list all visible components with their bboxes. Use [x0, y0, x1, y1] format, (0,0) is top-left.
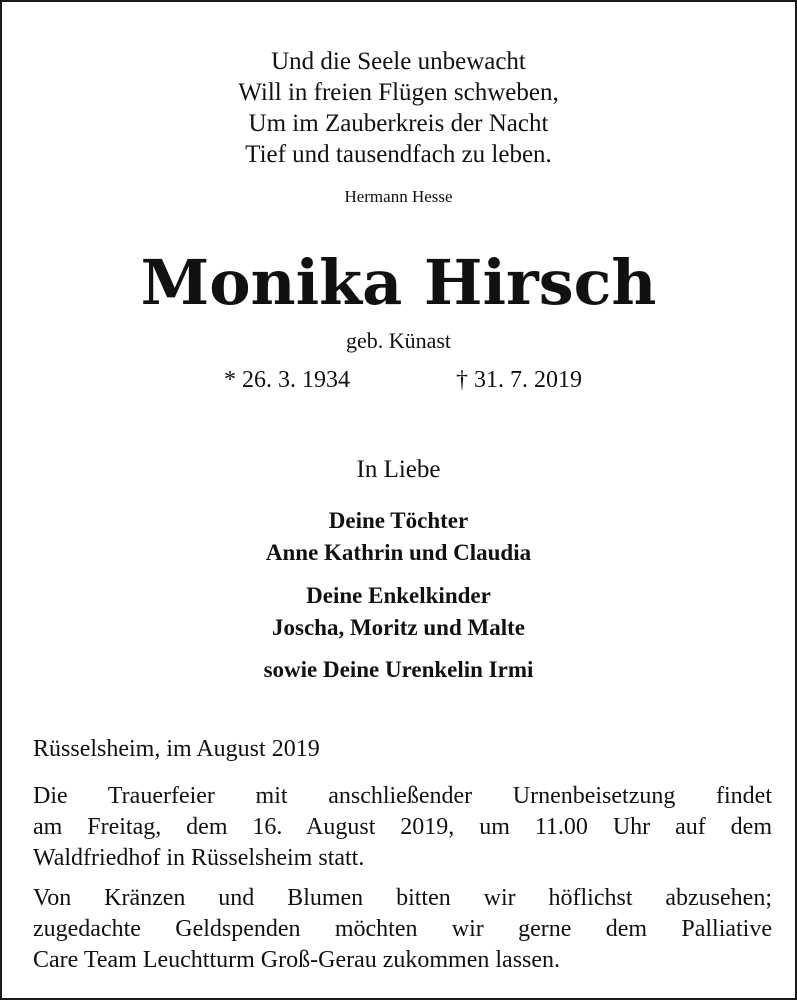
daughters-block: [2, 505, 795, 569]
grandchildren-heading: Deine Enkelkinder: [306, 583, 491, 608]
ceremony-paragraph: [33, 781, 772, 874]
daughters-names: Anne Kathrin und Claudia: [265, 540, 532, 565]
poem-author: Hermann Hesse: [344, 187, 453, 206]
paragraph-line: zugedachte Geldspenden möchten wir gerne dem Palliative: [33, 916, 772, 942]
poem-line: Will in freien Flügen schweben,: [238, 79, 559, 106]
birth-date: * 26. 3. 1934: [224, 367, 350, 393]
grandchildren-block: [2, 580, 795, 644]
in-love-text: In Liebe: [356, 456, 441, 483]
donations-paragraph: [33, 883, 772, 976]
death-date: † 31. 7. 2019: [456, 367, 582, 393]
place-date: Rüsselsheim, im August 2019: [33, 736, 320, 762]
grandchildren-names: Joscha, Moritz und Malte: [272, 615, 525, 640]
paragraph-line: Care Team Leuchtturm Groß-Gerau zukommen lassen.: [33, 947, 561, 973]
paragraph-line: Die Trauerfeier mit anschließender Urnenbeisetzung findet: [33, 783, 772, 809]
maiden-name: geb. Künast: [345, 328, 452, 353]
poem-line: Tief und tausendfach zu leben.: [245, 141, 552, 168]
poem-line: Und die Seele unbewacht: [271, 48, 526, 75]
paragraph-line: Von Kränzen und Blumen bitten wir höflichst abzusehen;: [33, 885, 772, 911]
paragraph-line: Waldfriedhof in Rüsselsheim statt.: [33, 845, 365, 871]
poem-line: Um im Zauberkreis der Nacht: [248, 110, 549, 137]
deceased-name: Monika Hirsch: [140, 246, 657, 319]
paragraph-line: am Freitag, dem 16. August 2019, um 11.00 Uhr auf dem: [33, 814, 772, 840]
life-dates: [2, 367, 795, 399]
great-grandchild-line: sowie Deine Urenkelin Irmi: [263, 657, 534, 682]
poem: [2, 46, 795, 170]
daughters-heading: Deine Töchter: [328, 508, 469, 533]
